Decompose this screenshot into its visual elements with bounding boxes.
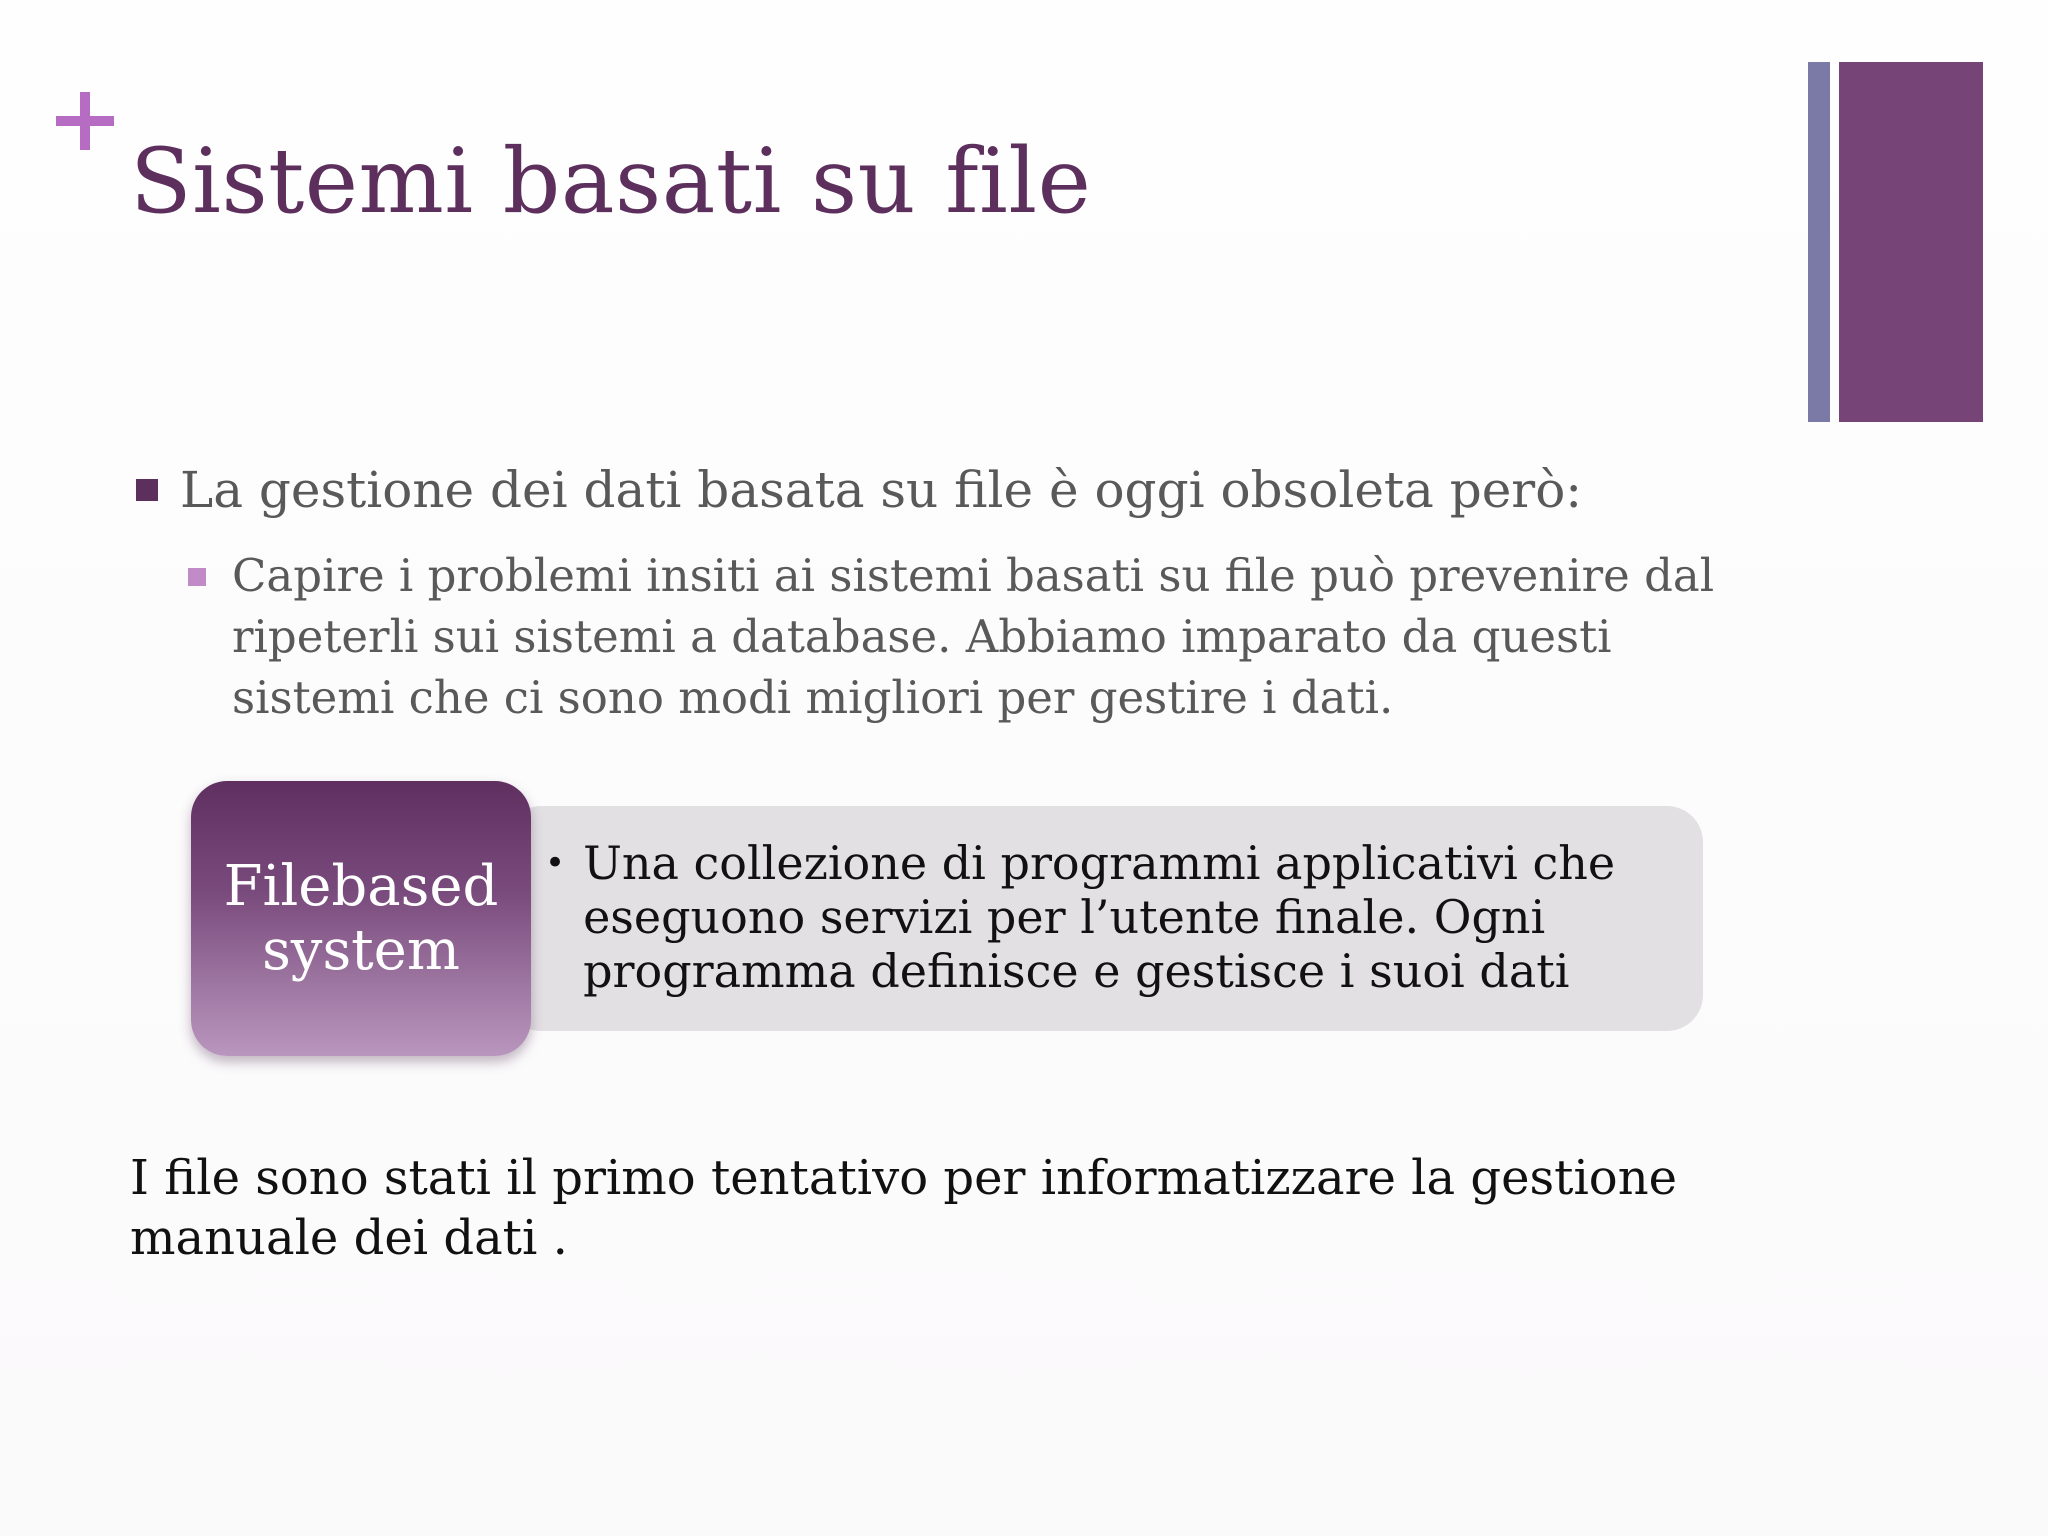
diagram-label-text: Filebased system	[223, 853, 499, 983]
accent-bar-right	[1839, 62, 1983, 422]
bullet-text-level2: Capire i problemi insiti ai sistemi basati su file può prevenire dal ripeterli sui sistemi a database. Abbiamo imparato da questi sistemi che ci sono modi migliori per gestire i dati.	[232, 549, 1715, 724]
diagram-description-text: Una collezione di programmi applicativi che eseguono servizi per l’utente finale. Ogni programma definisce e gestisce i suoi dati	[583, 836, 1616, 998]
bullet-item-level1	[136, 460, 1582, 520]
square-bullet-icon	[136, 479, 158, 501]
diagram-description-bullet	[545, 836, 1673, 998]
dot-bullet-icon: •	[545, 843, 566, 883]
slide-title: Sistemi basati su file	[130, 129, 1092, 234]
diagram-description-box	[505, 806, 1703, 1031]
plus-icon	[56, 92, 114, 150]
square-bullet-icon	[188, 568, 206, 586]
footer-note: I file sono stati il primo tentativo per informatizzare la gestione manuale dei dati .	[130, 1150, 1678, 1266]
accent-bar-left	[1808, 62, 1830, 422]
diagram-label-box	[191, 781, 531, 1056]
bullet-text-level1: La gestione dei dati basata su file è oggi obsoleta però:	[180, 461, 1583, 519]
bullet-item-level2	[188, 545, 1768, 728]
